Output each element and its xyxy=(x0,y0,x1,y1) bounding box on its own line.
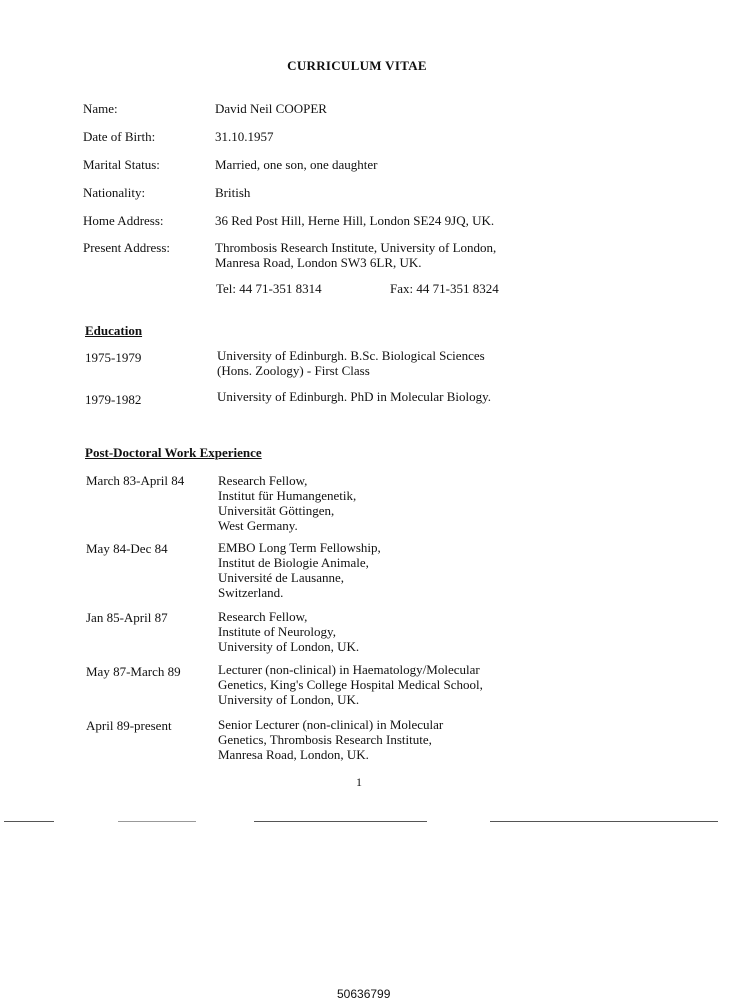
experience-line: West Germany. xyxy=(218,518,298,533)
nationality-value: British xyxy=(215,185,251,200)
experience-dates: Jan 85-April 87 xyxy=(86,610,168,625)
telephone: Tel: 44 71-351 8314 xyxy=(216,281,322,296)
experience-line: Genetics, Thrombosis Research Institute, xyxy=(218,732,432,747)
education-dates: 1979-1982 xyxy=(85,392,142,407)
fax: Fax: 44 71-351 8324 xyxy=(390,281,499,296)
education-heading: Education xyxy=(85,323,143,338)
experience-line: Institute of Neurology, xyxy=(218,624,336,639)
marital-status-value: Married, one son, one daughter xyxy=(215,157,378,172)
education-dates: 1975-1979 xyxy=(85,350,142,365)
experience-heading: Post-Doctoral Work Experience xyxy=(85,445,262,460)
scan-artifact-line xyxy=(118,821,196,822)
experience-entry xyxy=(218,473,356,533)
experience-line: University of London, UK. xyxy=(218,692,360,707)
experience-line: Institut für Humangenetik, xyxy=(218,488,357,503)
experience-line: Senior Lecturer (non-clinical) in Molecular xyxy=(218,717,444,732)
name-value: David Neil COOPER xyxy=(215,101,327,116)
experience-line: Institut de Biologie Animale, xyxy=(218,555,369,570)
experience-line: Research Fellow, xyxy=(218,473,308,488)
document-title: CURRICULUM VITAE xyxy=(287,58,427,73)
experience-line: Lecturer (non-clinical) in Haematology/Molecular xyxy=(218,662,480,677)
document-id: 50636799 xyxy=(337,987,391,1001)
present-address-line: Manresa Road, London SW3 6LR, UK. xyxy=(215,255,422,270)
experience-line: Switzerland. xyxy=(218,585,284,600)
experience-line: EMBO Long Term Fellowship, xyxy=(218,540,381,555)
page-number: 1 xyxy=(356,775,362,789)
experience-line: Manresa Road, London, UK. xyxy=(218,747,369,762)
present-address-label: Present Address: xyxy=(83,240,171,255)
present-address-line: Thrombosis Research Institute, University of London, xyxy=(215,240,497,255)
experience-line: Genetics, King's College Hospital Medical School, xyxy=(218,677,483,692)
education-entry xyxy=(217,348,485,378)
experience-entry xyxy=(218,540,381,600)
experience-entry xyxy=(218,609,359,654)
experience-line: Research Fellow, xyxy=(218,609,308,624)
scan-artifact-line xyxy=(4,821,54,822)
home-address-label: Home Address: xyxy=(83,213,164,228)
dob-value: 31.10.1957 xyxy=(215,129,274,144)
experience-entry xyxy=(218,717,443,762)
dob-label: Date of Birth: xyxy=(83,129,156,144)
home-address-value: 36 Red Post Hill, Herne Hill, London SE24 9JQ, UK. xyxy=(215,213,495,228)
education-entry xyxy=(217,389,491,404)
experience-dates: March 83-April 84 xyxy=(86,473,185,488)
name-label: Name: xyxy=(83,101,118,116)
education-line: University of Edinburgh. B.Sc. Biological Sciences xyxy=(217,348,485,363)
experience-line: Université de Lausanne, xyxy=(218,570,344,585)
scan-artifact-line xyxy=(254,821,427,822)
experience-entry xyxy=(218,662,483,707)
experience-dates: May 84-Dec 84 xyxy=(86,541,168,556)
education-line: (Hons. Zoology) - First Class xyxy=(217,363,370,378)
experience-line: Universität Göttingen, xyxy=(218,503,335,518)
education-line: University of Edinburgh. PhD in Molecular Biology. xyxy=(217,389,492,404)
experience-dates: May 87-March 89 xyxy=(86,664,181,679)
marital-status-label: Marital Status: xyxy=(83,157,160,172)
experience-line: University of London, UK. xyxy=(218,639,360,654)
experience-dates: April 89-present xyxy=(86,718,172,733)
nationality-label: Nationality: xyxy=(83,185,146,200)
scan-artifact-line xyxy=(490,821,718,822)
